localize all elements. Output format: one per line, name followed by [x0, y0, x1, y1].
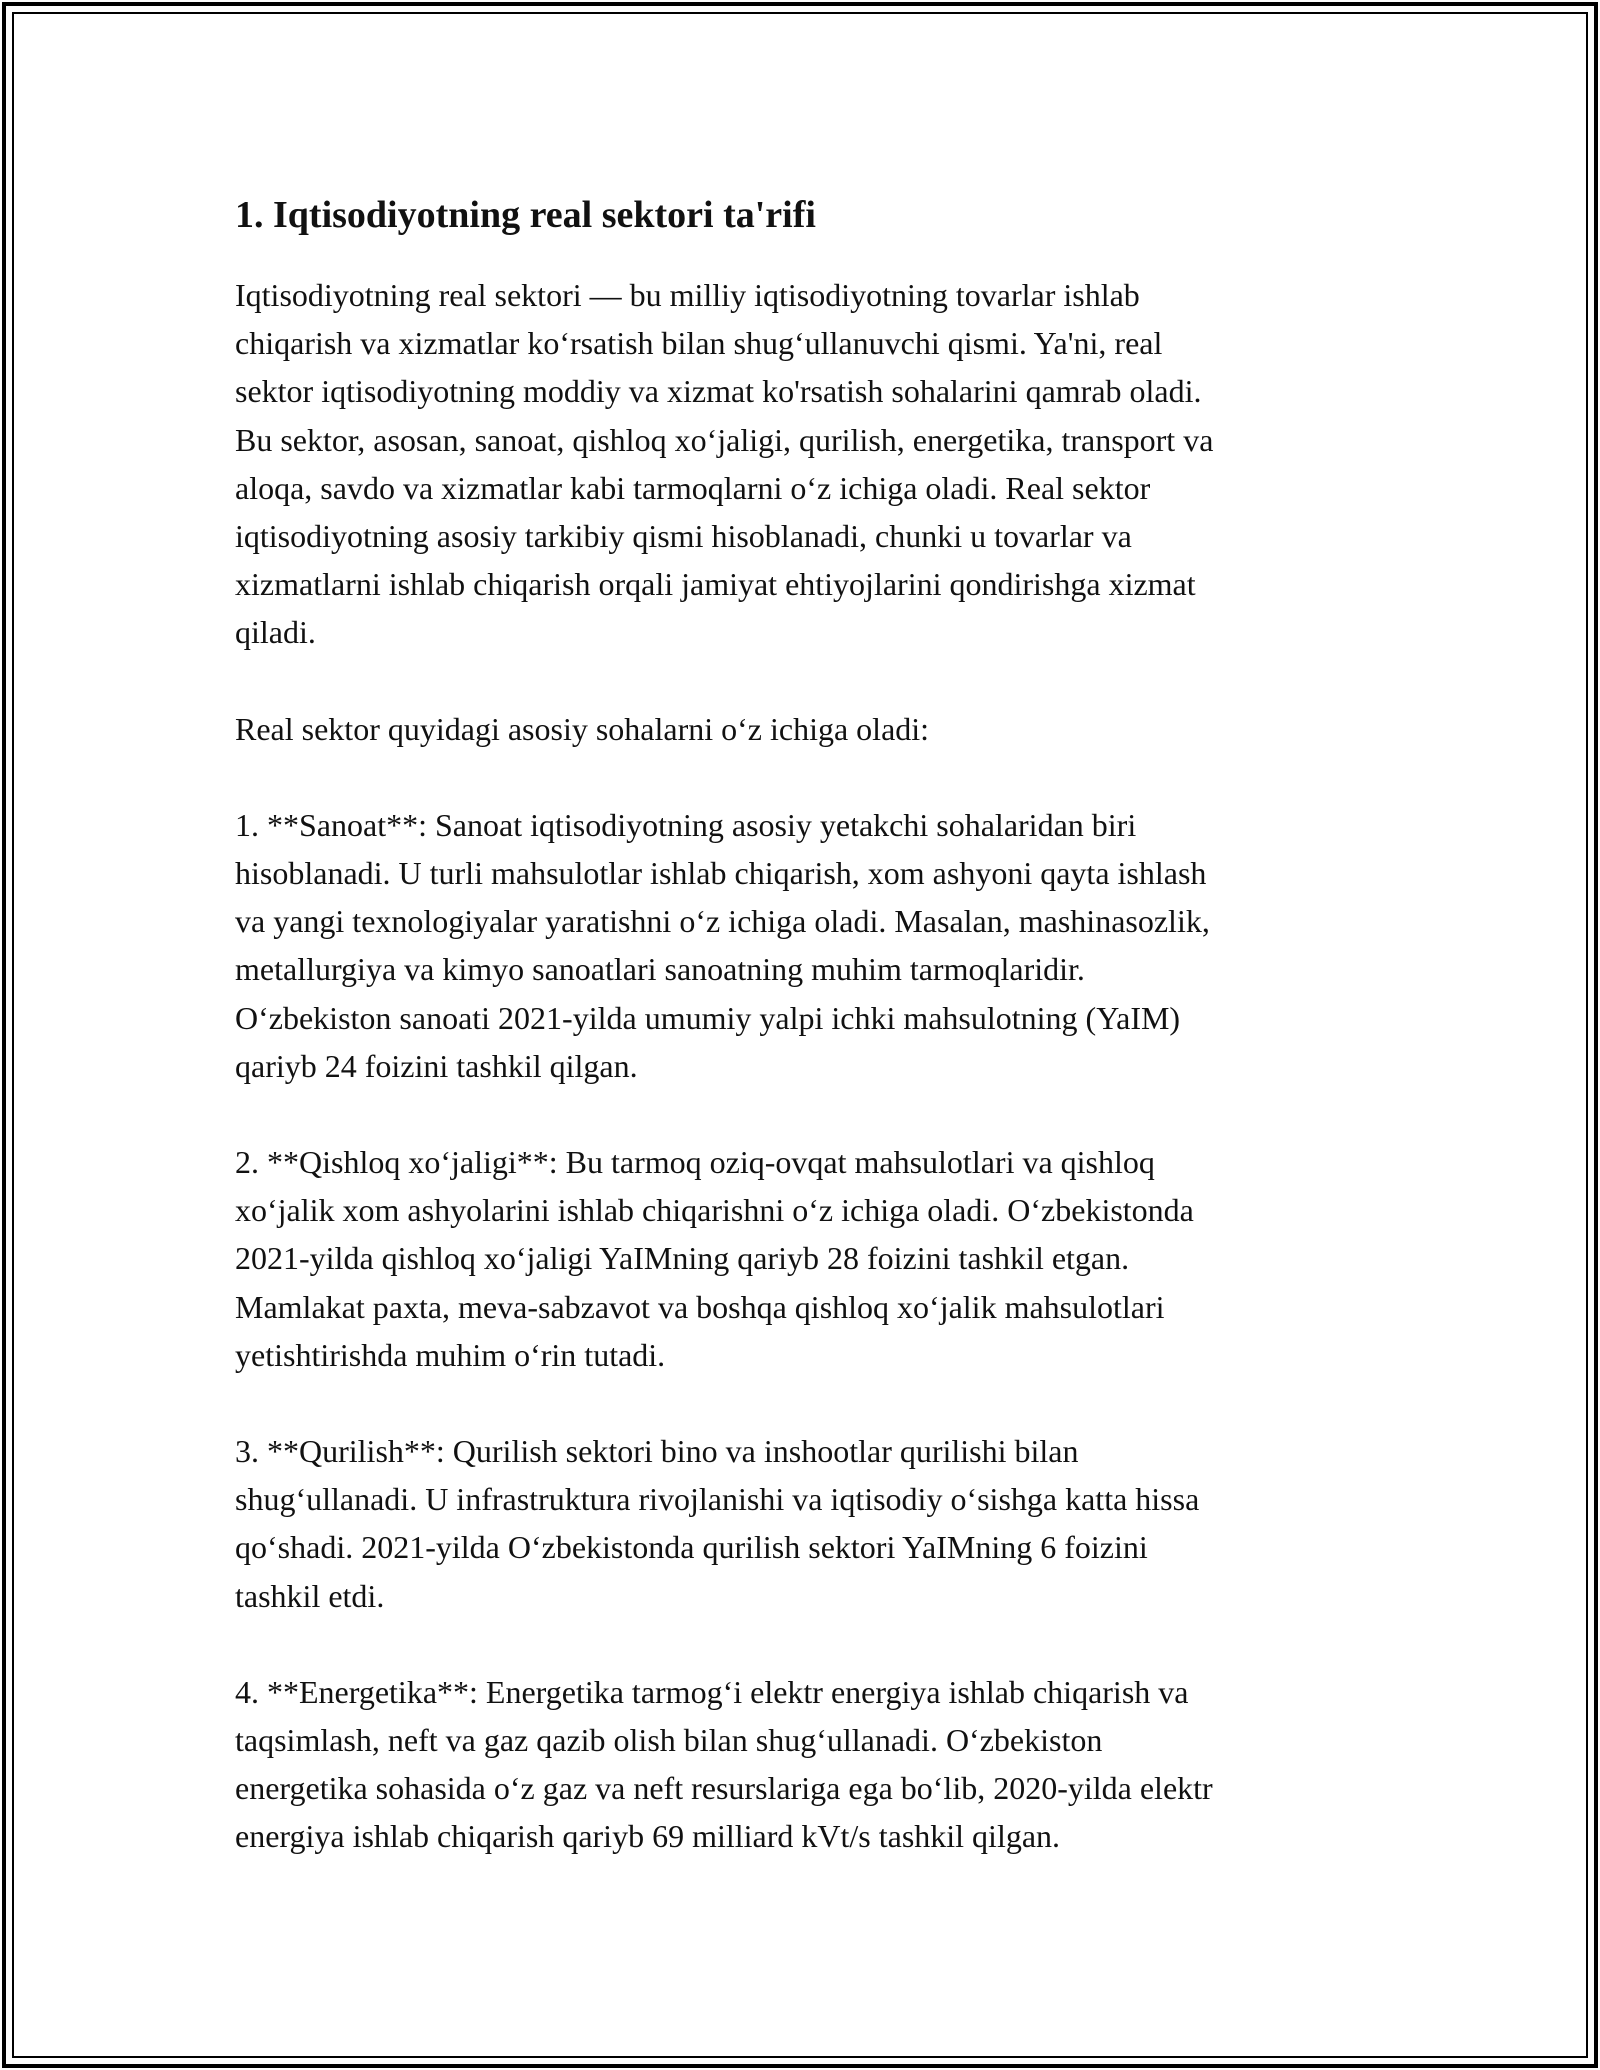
list-item-energetika: 4. **Energetika**: Energetika tarmog‘i elektr energiya ishlab chiqarish va taqsimlash, neft va gaz qazib olish bilan shug‘ullanadi. O‘zbekiston energetika sohasida o‘z gaz va neft resurslariga ega bo‘lib, 2020-yilda elektr energiya ishlab chiqarish qariyb 69 milliard kVt/s tashkil qilgan. [235, 1673, 1213, 1855]
sectors-intro-paragraph: Real sektor quyidagi asosiy sohalarni o‘z ichiga oladi: [235, 710, 930, 747]
section-heading: 1. Iqtisodiyotning real sektori ta'rifi [235, 194, 816, 236]
list-item-sanoat: 1. **Sanoat**: Sanoat iqtisodiyotning asosiy yetakchi sohalaridan biri hisoblanadi. U turli mahsulotlar ishlab chiqarish, xom ashyoni qayta ishlash va yangi texnologiyalar yaratishni o‘z ichiga oladi. Masalan, mashinasozlik, metallurgiya va kimyo sanoatlari sanoatning muhim tarmoqlaridir. O‘zbekiston sanoati 2021-yilda umumiy yalpi ichki mahsulotning (YaIM) qariyb 24 foizini tashkil qilgan. [235, 806, 1210, 1084]
list-item-qishloq-xojaligi: 2. **Qishloq xo‘jaligi**: Bu tarmoq oziq-ovqat mahsulotlari va qishloq xo‘jalik xom ashyolarini ishlab chiqarishni o‘z ichiga oladi. O‘zbekistonda 2021-yilda qishloq xo‘jaligi YaIMning qariyb 28 foizini tashkil etgan. Mamlakat paxta, meva-sabzavot va boshqa qishloq xo‘jalik mahsulotlari yetishtirishda muhim o‘rin tutadi. [235, 1144, 1194, 1373]
list-item-qurilish: 3. **Qurilish**: Qurilish sektori bino va inshootlar qurilishi bilan shug‘ullanadi. U infrastruktura rivojlanishi va iqtisodiy o‘sishga katta hissa qo‘shadi. 2021-yilda O‘zbekistonda qurilish sektori YaIMning 6 foizini tashkil etdi. [235, 1433, 1200, 1614]
intro-paragraph: Iqtisodiyotning real sektori — bu milliy iqtisodiyotning tovarlar ishlab chiqarish va xizmatlar ko‘rsatish bilan shug‘ullanuvchi qismi. Ya'ni, real sektor iqtisodiyotning moddiy va xizmat ko'rsatish sohalarini qamrab oladi. Bu sektor, asosan, sanoat, qishloq xo‘jaligi, qurilish, energetika, transport va aloqa, savdo va xizmatlar kabi tarmoqlarni o‘z ichiga oladi. Real sektor iqtisodiyotning asosiy tarkibiy qismi hisoblanadi, chunki u tovarlar va xizmatlarni ishlab chiqarish orqali jamiyat ehtiyojlarini qondirishga xizmat qiladi. [235, 277, 1214, 651]
document-body [235, 185, 1365, 1909]
